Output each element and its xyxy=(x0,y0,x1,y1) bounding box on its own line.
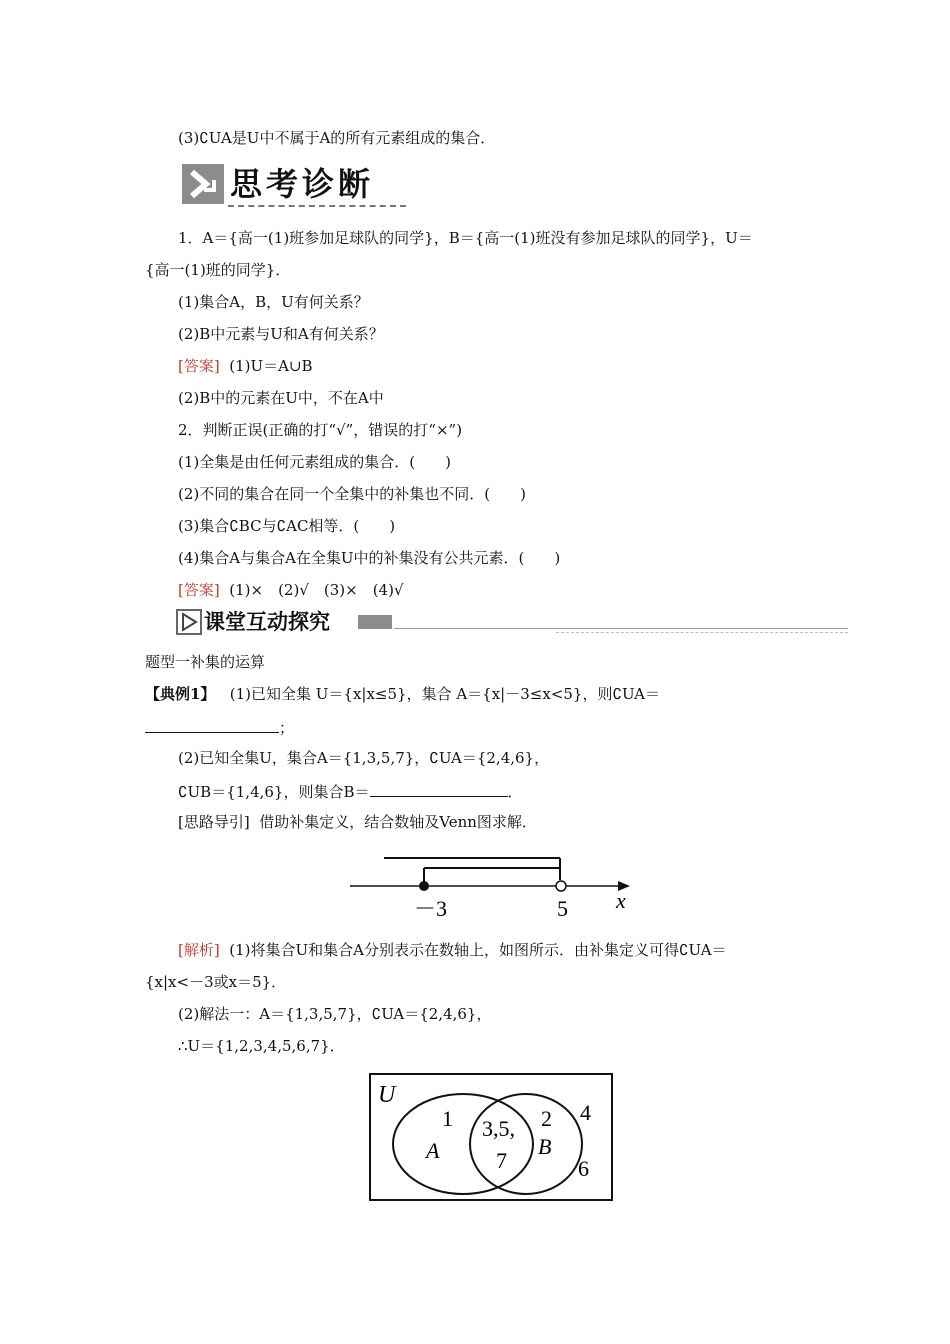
answer-tag: [答案] xyxy=(178,581,220,599)
answer-2-values: (1)× (2)√ (3)× (4)√ xyxy=(229,581,404,599)
question-2-item-2: (2)不同的集合在同一个全集中的补集也不同．( ) xyxy=(178,485,526,503)
axis-variable: x xyxy=(616,888,626,913)
solution-1-cont: {x|x<－3或x＝5}． xyxy=(145,973,287,991)
example-tag: 【典例1】 xyxy=(145,685,216,703)
guide-tag: [思路导引] xyxy=(178,813,250,831)
explore-banner xyxy=(176,606,848,638)
solution-tag: [解析] xyxy=(178,941,220,959)
example-1-part-1: (1)已知全集 U＝{x|x≤5}，集合 A＝{x|－3≤x<5}，则∁UA＝ xyxy=(229,685,661,703)
open-point xyxy=(556,881,566,891)
banner-underline xyxy=(228,205,406,207)
set-a-label: A xyxy=(426,1138,440,1163)
universe-label: U xyxy=(378,1082,396,1108)
venn-diagram xyxy=(368,1072,614,1202)
explore-banner-title: 课堂互动探究 xyxy=(204,610,330,634)
example-1 xyxy=(145,684,660,704)
question-2: 2．判断正误(正确的打“√”，错误的打“×”) xyxy=(178,421,463,439)
set-b-circle xyxy=(470,1094,582,1194)
question-2-item-3: (3)集合∁BC与∁AC相等．( ) xyxy=(178,517,396,535)
answer-1-part-1: (1)U＝A∪B xyxy=(229,357,313,375)
question-1-part-1: (1)集合A，B，U有何关系？ xyxy=(178,293,369,311)
play-arrow-icon xyxy=(176,609,202,635)
intersection-elements-1: 3,5, xyxy=(482,1116,515,1141)
set-b-label: B xyxy=(538,1134,552,1159)
solution-2-cont: ∴U＝{1,2,3,4,5,6,7}． xyxy=(178,1037,345,1055)
tick-label-right: 5 xyxy=(557,896,568,921)
solution-1-text: (1)将集合U和集合A分别表示在数轴上，如图所示．由补集定义可得∁UA＝ xyxy=(229,941,727,959)
a-only-element: 1 xyxy=(442,1106,453,1131)
complement-definition: (3)∁UA是U中不属于A的所有元素组成的集合． xyxy=(178,129,496,147)
solution-1 xyxy=(178,940,727,960)
question-2-item-1: (1)全集是由任何元素组成的集合．( ) xyxy=(178,453,451,471)
thinking-guide xyxy=(178,812,537,832)
answer-1-line-1 xyxy=(178,356,313,376)
set-a-circle xyxy=(393,1094,533,1194)
question-1-cont: {高一(1)班的同学}． xyxy=(145,261,291,279)
banner-rule-dashed xyxy=(556,632,848,633)
answer-blank xyxy=(370,780,508,797)
tick-label-left: －3 xyxy=(414,896,448,921)
answer-1-part-2: (2)B中的元素在U中，不在A中 xyxy=(178,389,384,407)
answer-tag: [答案] xyxy=(178,357,220,375)
outside-element-2: 6 xyxy=(578,1156,589,1181)
example-1-blank-line: ； xyxy=(145,716,294,738)
b-only-element: 2 xyxy=(541,1106,552,1131)
answer-blank xyxy=(145,716,279,733)
banner-rule xyxy=(394,628,848,629)
outside-element-1: 4 xyxy=(580,1100,591,1125)
answer-2 xyxy=(178,580,404,600)
example-1-part-2-text: ∁UB＝{1,4,6}，则集合B＝ xyxy=(178,783,370,801)
question-1-part-2: (2)B中元素与U和A有何关系？ xyxy=(178,325,384,343)
guide-text: 借助补集定义，结合数轴及Venn图求解． xyxy=(259,813,537,831)
closed-point xyxy=(419,881,429,891)
intersection-elements-2: 7 xyxy=(496,1148,507,1173)
banner-block xyxy=(358,615,392,629)
chevron-right-icon xyxy=(182,164,224,204)
example-1-part-2: (2)已知全集U，集合A＝{1,3,5,7}，∁UA＝{2,4,6}， xyxy=(178,749,550,767)
question-1: 1．A＝{高一(1)班参加足球队的同学}，B＝{高一(1)班没有参加足球队的同学}，U＝ xyxy=(178,229,753,247)
number-line-figure xyxy=(340,850,640,922)
solution-2: (2)解法一：A＝{1,3,5,7}，∁UA＝{2,4,6}， xyxy=(178,1005,492,1023)
topic-title: 题型一补集的运算 xyxy=(145,653,266,671)
example-1-part-2-cont: ∁UB＝{1,4,6}，则集合B＝ ． xyxy=(178,780,523,802)
think-banner-title: 思考诊断 xyxy=(230,165,375,203)
question-2-item-4: (4)集合A与集合A在全集U中的补集没有公共元素．( ) xyxy=(178,549,561,567)
think-banner xyxy=(182,160,407,208)
